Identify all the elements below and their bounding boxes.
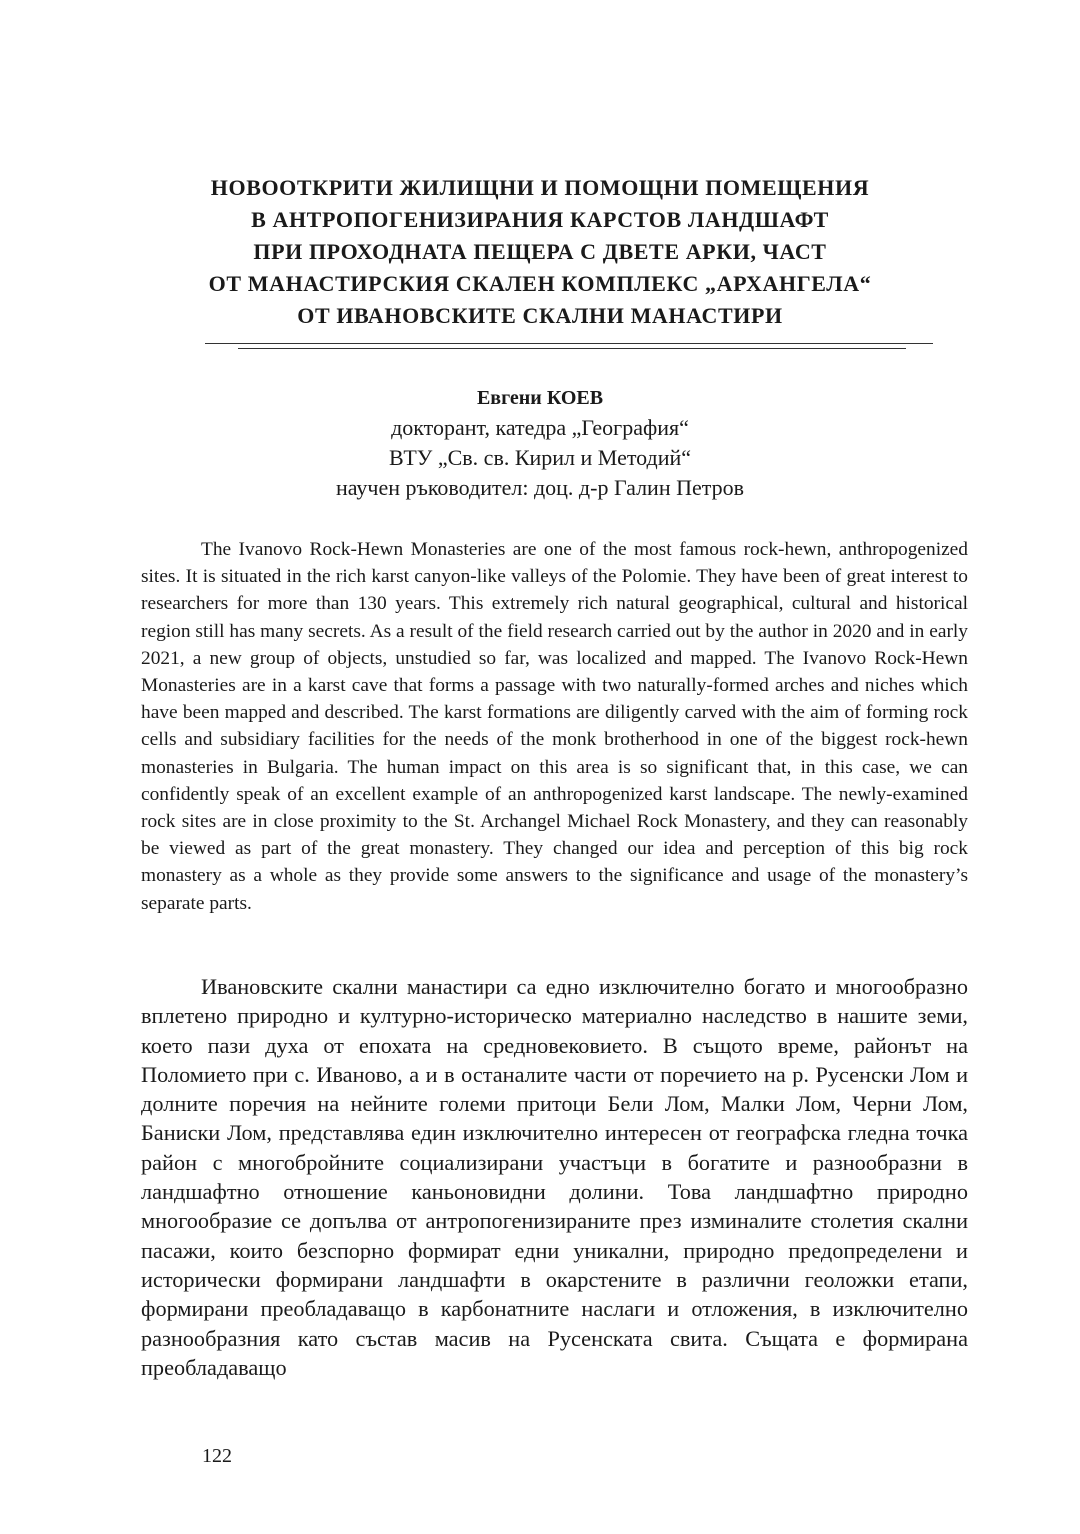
title-line: НОВООТКРИТИ ЖИЛИЩНИ И ПОМОЩНИ ПОМЕЩЕНИЯ [210,175,870,200]
author-block [140,383,940,503]
article-title [140,172,940,332]
page-number: 122 [202,1445,232,1467]
author-supervisor: научен ръководител: доц. д-р Галин Петров [335,475,745,500]
abstract-text: The Ivanovo Rock-Hewn Monasteries are one of the most famous rock-hewn, anthropogenized sites. It is situated in the rich karst canyon-like valleys of the Polomie. They have been of great interest to researchers for more than 130 years. This extremely rich natural geographical, cultural and historical region still has many secrets. As a result of the field research carried out by the author in 2020 and in early 2021, a new group of objects, unstudied so far, was localized and mapped. The Ivanovo Rock-Hewn Monasteries are in a karst cave that forms a passage with two naturally-formed arches and niches which have been mapped and described. The karst formations are diligently carved with the aim of forming rock cells and subsidiary facilities for the needs of the monk brotherhood in one of the biggest rock-hewn monasteries in Bulgaria. The human impact on this area is so significant that, in this case, we can confidently speak of an excellent example of an anthropogenized karst landscape. The newly-examined rock sites are in close proximity to the St. Archangel Michael Rock Monastery, and they can reasonably be viewed as part of the great monastery. They changed our idea and perception of this big rock monastery as a whole as they provide some answers to the significance and usage of the monastery’s separate parts. [141,539,968,914]
body-paragraph: Ивановските скални манастири са едно изключително богато и многообразно вплетено природно и културно-историческо материално наследство в нашите земи, което пази духа от епохата на средновековието. В същото време, районът на Поломието при с. Иваново, а и в останалите части от поречието на р. Русенски Лом и долните поречия на нейните големи притоци Бели Лом, Малки Лом, Черни Лом, Баниски Лом, представлява един изключително интересен от географска гледна точка район с многобройните социализирани участъци в богатите и разнообразни в ландшафтно отношение каньоновидни долини. Това ландшафтно природно многообразие се допълва от антропогенизираните през изминалите столетия скални пасажи, които безспорно формират едни уникални, природно предопределени и исторически формирани ландшафти в окарстените в различни геоложки етапи, формирани преобладаващо в карбонатните наслаги и отложения, в изключително разнообразния като състав масив на Русенската свита. Същата е формирана преобладаващо [141,974,968,1380]
title-divider-top [205,343,933,344]
title-divider-bottom [238,348,906,349]
abstract [141,536,968,917]
author-university: ВТУ „Св. св. Кирил и Методий“ [388,445,692,470]
title-line: ПРИ ПРОХОДНАТА ПЕЩЕРА С ДВЕТЕ АРКИ, ЧАСТ [253,239,827,264]
title-line: ОТ МАНАСТИРСКИЯ СКАЛЕН КОМПЛЕКС „АРХАНГЕЛА“ [208,271,872,296]
title-line: В АНТРОПОГЕНИЗИРАНИЯ КАРСТОВ ЛАНДШАФТ [251,207,829,232]
author-position: докторант, катедра „География“ [391,415,689,440]
body-text [141,972,968,1382]
title-line: ОТ ИВАНОВСКИТЕ СКАЛНИ МАНАСТИРИ [297,303,783,328]
author-name: Евгени КОЕВ [476,387,604,409]
